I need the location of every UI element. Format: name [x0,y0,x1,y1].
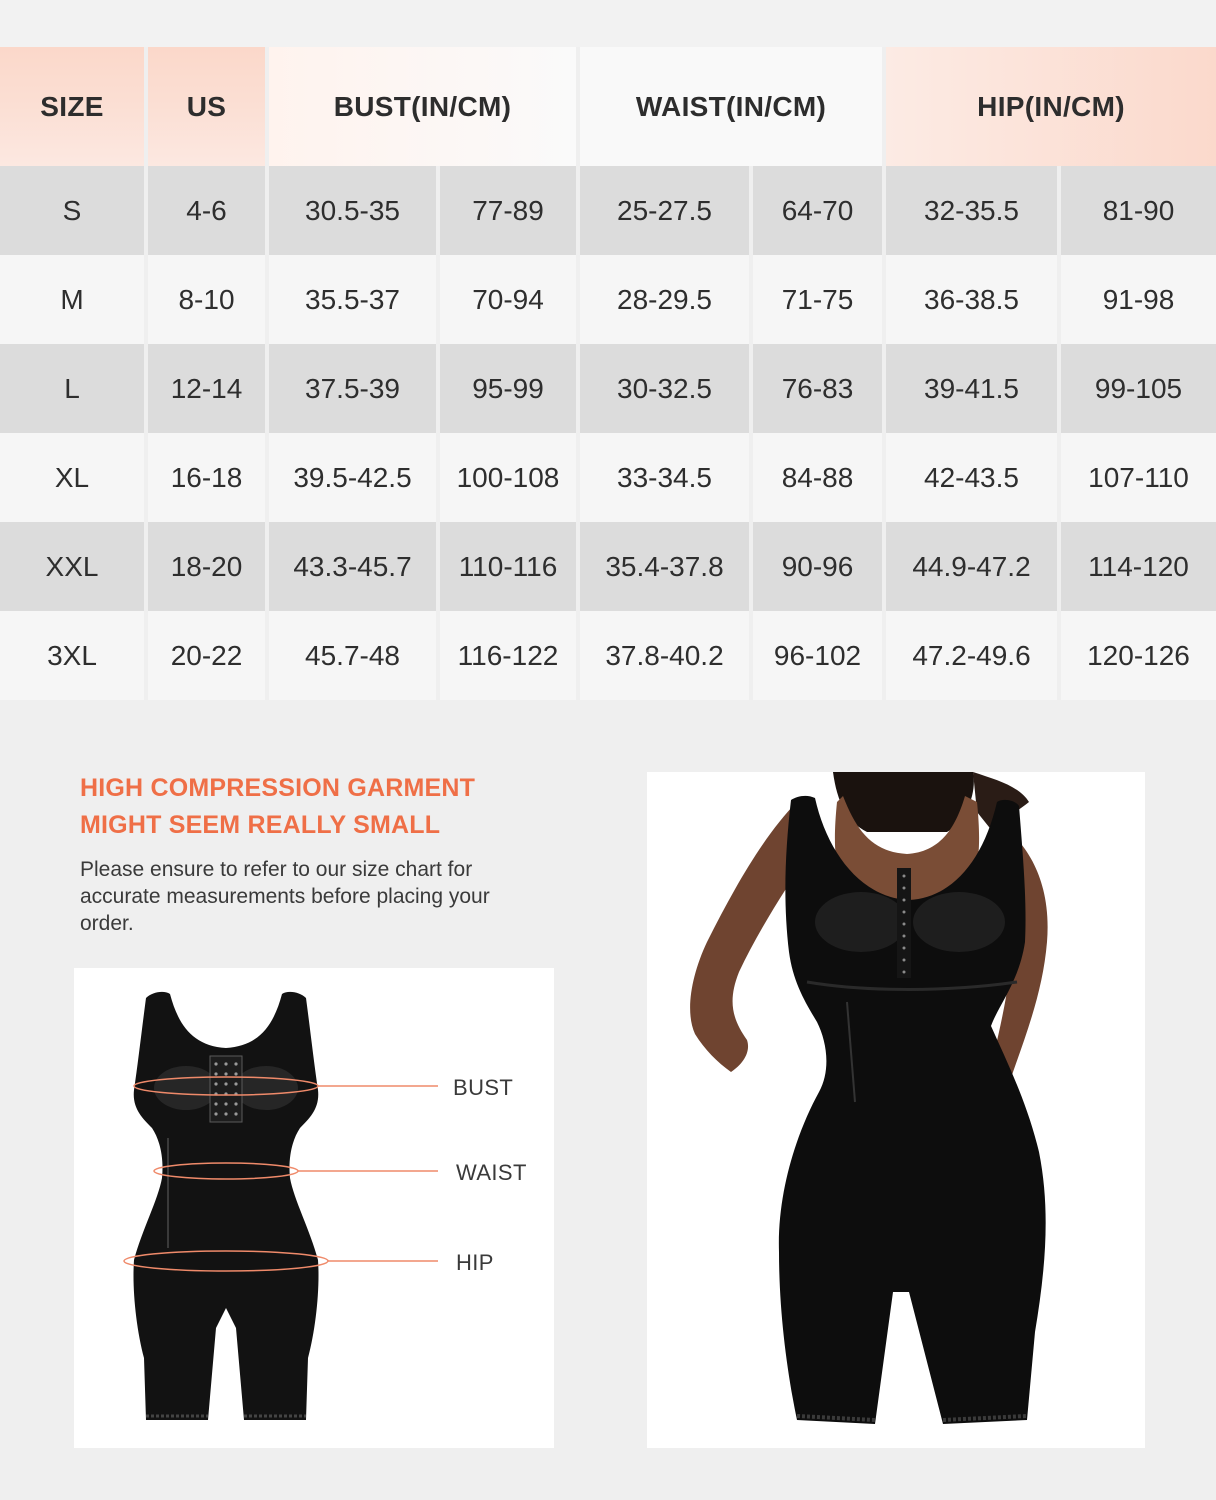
cell-bust-cm: 100-108 [440,433,576,522]
cell-bust-in: 30.5-35 [269,166,436,255]
cell-bust-in: 39.5-42.5 [269,433,436,522]
size-advice-text: Please ensure to refer to our size chart for accurate measurements before placing your order. [80,858,490,935]
warning-line-1: HIGH COMPRESSION GARMENT [80,774,476,802]
cell-waist-in: 30-32.5 [580,344,749,433]
bust-shine-right [913,892,1005,952]
bust-shine-left [815,892,907,952]
cup-right [234,1066,298,1110]
table-body [0,166,1216,700]
header-bust: BUST(IN/CM) [269,47,576,166]
size-chart-table [0,47,1216,700]
cell-hip-in: 39-41.5 [886,344,1057,433]
table-row [0,522,1216,611]
cell-waist-cm: 64-70 [753,166,882,255]
compression-warning-title [80,770,475,844]
cell-us: 18-20 [148,522,265,611]
model-photo [647,772,1145,1448]
measurement-diagram [74,968,554,1448]
cell-hip-cm: 107-110 [1061,433,1216,522]
cell-bust-cm: 116-122 [440,611,576,700]
header-hip: HIP(IN/CM) [886,47,1216,166]
cell-hip-in: 47.2-49.6 [886,611,1057,700]
cell-size: S [0,166,144,255]
hook-closure [210,1056,242,1122]
cell-waist-cm: 96-102 [753,611,882,700]
hip-label: HIP [456,1250,494,1275]
cell-hip-in: 42-43.5 [886,433,1057,522]
cell-size: M [0,255,144,344]
table-row [0,344,1216,433]
cell-bust-cm: 110-116 [440,522,576,611]
garment-illustration [74,968,554,1448]
top-margin [0,0,1216,47]
cell-hip-cm: 114-120 [1061,522,1216,611]
cell-size: XL [0,433,144,522]
table-row [0,611,1216,700]
cell-bust-in: 37.5-39 [269,344,436,433]
cell-bust-cm: 95-99 [440,344,576,433]
cell-hip-cm: 99-105 [1061,344,1216,433]
cell-size: XXL [0,522,144,611]
cell-waist-cm: 76-83 [753,344,882,433]
header-size: SIZE [0,47,144,166]
cell-waist-in: 28-29.5 [580,255,749,344]
cell-waist-cm: 90-96 [753,522,882,611]
cell-waist-in: 25-27.5 [580,166,749,255]
cell-hip-cm: 91-98 [1061,255,1216,344]
cell-us: 16-18 [148,433,265,522]
waist-label: WAIST [456,1160,527,1185]
cell-waist-in: 33-34.5 [580,433,749,522]
cell-waist-in: 35.4-37.8 [580,522,749,611]
cell-us: 12-14 [148,344,265,433]
cell-hip-in: 44.9-47.2 [886,522,1057,611]
cell-bust-cm: 77-89 [440,166,576,255]
cell-hip-cm: 120-126 [1061,611,1216,700]
cell-size: 3XL [0,611,144,700]
cell-bust-cm: 70-94 [440,255,576,344]
cell-hip-cm: 81-90 [1061,166,1216,255]
cell-us: 4-6 [148,166,265,255]
cell-size: L [0,344,144,433]
cell-bust-in: 45.7-48 [269,611,436,700]
cell-us: 20-22 [148,611,265,700]
cell-waist-cm: 71-75 [753,255,882,344]
header-waist: WAIST(IN/CM) [580,47,882,166]
bust-label: BUST [453,1075,514,1100]
model-illustration [647,772,1145,1448]
table-header-row [0,47,1216,166]
cup-left [154,1066,218,1110]
table-row [0,255,1216,344]
header-us: US [148,47,265,166]
cell-waist-cm: 84-88 [753,433,882,522]
cell-bust-in: 43.3-45.7 [269,522,436,611]
left-arm [690,802,797,1072]
cell-hip-in: 36-38.5 [886,255,1057,344]
warning-line-2: MIGHT SEEM REALLY SMALL [80,811,441,839]
cell-hip-in: 32-35.5 [886,166,1057,255]
cell-us: 8-10 [148,255,265,344]
table-row [0,433,1216,522]
cell-waist-in: 37.8-40.2 [580,611,749,700]
table-row [0,166,1216,255]
cell-bust-in: 35.5-37 [269,255,436,344]
